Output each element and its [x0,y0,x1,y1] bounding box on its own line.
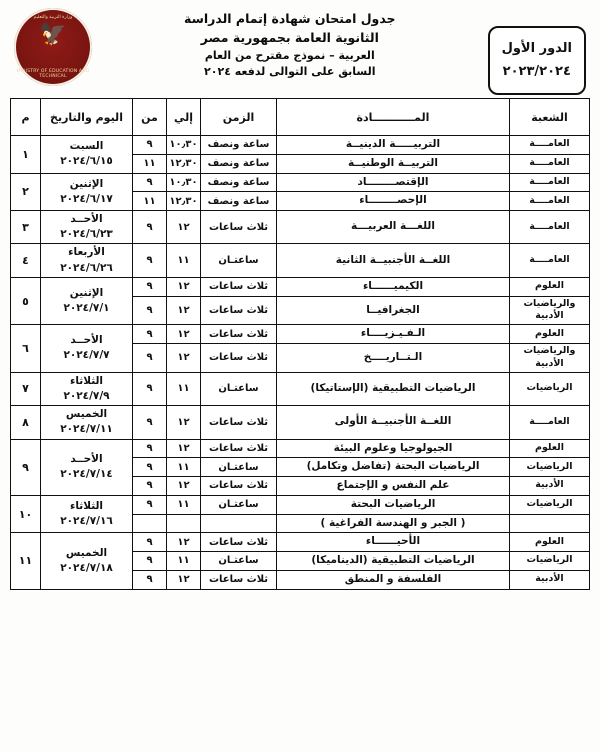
cell-section: الأدبية [510,477,590,496]
column-header-section: الشعبة [510,99,590,136]
day-name: الثلاثاء [69,499,104,512]
cell-start-time: ٩ [133,296,167,325]
cell-end-time: ١٢ [167,439,201,458]
cell-duration: ثلاث ساعات [201,277,277,296]
day-name: الثلاثاء [69,374,104,387]
cell-duration: ساعتـان [201,244,277,277]
cell-start-time: ٩ [133,277,167,296]
eagle-icon: 🦅 [39,22,67,47]
cell-section: العامــــة [510,406,590,439]
cell-section: العامــــة [510,244,590,277]
cell-subject: الإقتصــــــــاد [277,173,510,192]
cell-day-date [41,439,133,495]
cell-start-time: ٩ [133,372,167,405]
cell-row-number: ٢ [11,173,41,211]
cell-day-date [41,244,133,277]
exam-date: ٢٠٢٤/٦/١٥ [60,155,113,168]
cell-start-time: ٩ [133,495,167,514]
exam-date: ٢٠٢٤/٧/٧ [63,349,110,362]
cell-section: العامــــة [510,173,590,192]
emblem-bottom-text: MINISTRY OF EDUCATION AND TECHNICAL [16,68,90,80]
table-row [11,277,590,296]
exam-date: ٢٠٢٤/٧/١٨ [60,561,113,574]
title-line-3: العربية – نموذج مقترح من العام [204,48,375,62]
cell-subject: علم النفس و الإجتماع [277,477,510,496]
cell-row-number: ٧ [11,372,41,405]
cell-row-number: ٨ [11,406,41,439]
exam-date: ٢٠٢٤/٧/٩ [63,389,110,402]
cell-end-time: ١٢ [167,477,201,496]
cell-subject: ( الجبر و الهندسة الفراغية ) [277,514,510,533]
cell-section: والرياضيات الأدبية [510,344,590,373]
table-row [11,244,590,277]
cell-start-time: ١١ [133,192,167,211]
cell-subject: الرياضيات البحتة (تفاضل وتكامل) [277,458,510,477]
column-header-day: اليوم والتاريخ [41,99,133,136]
cell-start-time: ٩ [133,211,167,244]
cell-start-time [133,514,167,533]
table-header [11,99,590,136]
cell-duration: ساعتـان [201,495,277,514]
exam-date: ٢٠٢٤/٧/١ [63,302,110,315]
column-header-subject: المـــــــــــادة [277,99,510,136]
document-header [10,6,590,98]
exam-date: ٢٠٢٤/٦/١٧ [60,192,113,205]
cell-duration: ثلاث ساعات [201,211,277,244]
cell-duration: ثلاث ساعات [201,533,277,552]
cell-section: العلوم [510,439,590,458]
cell-duration: ثلاث ساعات [201,325,277,344]
cell-subject: اللغـــة العربيـــة [277,211,510,244]
cell-row-number: ١١ [11,533,41,589]
cell-start-time: ٩ [133,458,167,477]
cell-subject: اللغــة الأجنبيــة الثانية [277,244,510,277]
table-row [11,136,590,155]
exam-date: ٢٠٢٤/٧/١١ [60,423,113,436]
exam-date: ٢٠٢٤/٧/١٤ [60,468,113,481]
cell-subject: الـفـيـزيــــاء [277,325,510,344]
table-row [11,495,590,514]
round-label: الدور الأول [501,41,572,56]
cell-day-date [41,325,133,372]
cell-day-date [41,406,133,439]
day-name: السبت [69,140,104,153]
cell-end-time [167,514,201,533]
cell-start-time: ٩ [133,477,167,496]
cell-duration: ثلاث ساعات [201,570,277,589]
day-name: الخميس [65,408,108,421]
cell-end-time: ١٠٫٣٠ [167,173,201,192]
cell-row-number: ٤ [11,244,41,277]
exam-round-badge [488,26,586,95]
cell-subject: الرياضيات التطبيقية (الإستاتيكا) [277,372,510,405]
exam-schedule-table [10,98,590,590]
cell-end-time: ١٢ [167,570,201,589]
cell-subject: الفلسفة و المنطق [277,570,510,589]
ministry-emblem-icon [14,8,92,86]
cell-start-time: ٩ [133,570,167,589]
cell-section: الرياضيات [510,372,590,405]
cell-duration: ثلاث ساعات [201,406,277,439]
cell-duration: ثلاث ساعات [201,296,277,325]
cell-section: العلوم [510,277,590,296]
cell-duration: ثلاث ساعات [201,344,277,373]
cell-start-time: ٩ [133,173,167,192]
column-header-num: م [11,99,41,136]
cell-section: الرياضيات [510,458,590,477]
cell-row-number: ٥ [11,277,41,324]
cell-day-date [41,136,133,174]
cell-start-time: ١١ [133,154,167,173]
column-header-to: إلي [167,99,201,136]
cell-subject: الأحيــــــاء [277,533,510,552]
cell-end-time: ١٢ [167,296,201,325]
cell-section: العامــــة [510,192,590,211]
cell-duration: ساعتـان [201,372,277,405]
cell-day-date [41,372,133,405]
table-row [11,533,590,552]
cell-end-time: ١٢ [167,533,201,552]
cell-start-time: ٩ [133,244,167,277]
cell-end-time: ١١ [167,552,201,571]
cell-end-time: ١٢٫٣٠ [167,154,201,173]
cell-start-time: ٩ [133,439,167,458]
cell-end-time: ١١ [167,372,201,405]
cell-duration: ثلاث ساعات [201,439,277,458]
title-line-1: جدول امتحان شهادة إتمام الدراسة [184,11,396,26]
cell-row-number: ١ [11,136,41,174]
cell-day-date [41,211,133,244]
cell-end-time: ١٢ [167,344,201,373]
cell-duration: ساعة ونصف [201,173,277,192]
cell-start-time: ٩ [133,325,167,344]
day-name: الأحــد [70,452,103,465]
day-name: الخميس [65,546,108,559]
cell-duration: ثلاث ساعات [201,477,277,496]
cell-row-number: ٣ [11,211,41,244]
cell-section: الرياضيات [510,552,590,571]
cell-subject: الجيولوجيا وعلوم البيئة [277,439,510,458]
cell-subject: الإحصــــــــاء [277,192,510,211]
cell-row-number: ٩ [11,439,41,495]
cell-end-time: ١٢ [167,211,201,244]
cell-subject: الرياضيات التطبيقية (الديناميكا) [277,552,510,571]
cell-duration: ساعتـان [201,458,277,477]
exam-date: ٢٠٢٤/٧/١٦ [60,515,113,527]
day-name: الأربعاء [68,246,105,259]
day-name: الإثنين [69,177,104,190]
title-line-2: الثانوية العامة بجمهورية مصر [200,29,379,45]
cell-duration: ساعة ونصف [201,136,277,155]
cell-subject: اللغــة الأجنبيــة الأولى [277,406,510,439]
cell-section: العلوم [510,533,590,552]
cell-section: العامــــة [510,211,590,244]
cell-end-time: ١٢ [167,325,201,344]
cell-row-number: ١٠ [11,495,41,533]
emblem-top-text: وزارة التربية والتعليم [33,15,73,20]
cell-duration: ساعة ونصف [201,192,277,211]
cell-section: الرياضيات [510,495,590,514]
cell-subject: الجغرافيــا [277,296,510,325]
cell-section: العلوم [510,325,590,344]
cell-start-time: ٩ [133,552,167,571]
cell-start-time: ٩ [133,406,167,439]
cell-subject: التربيـــــة الدينيــة [277,136,510,155]
cell-day-date [41,495,133,533]
column-header-time: الزمن [201,99,277,136]
cell-subject: الـتــاريــــخ [277,344,510,373]
cell-duration [201,514,277,533]
table-header-row [11,99,590,136]
day-name: الأحــد [70,334,103,347]
cell-end-time: ١١ [167,495,201,514]
column-header-from: من [133,99,167,136]
cell-duration: ساعتـان [201,552,277,571]
table-row [11,211,590,244]
cell-day-date [41,173,133,211]
table-row [11,372,590,405]
cell-start-time: ٩ [133,136,167,155]
cell-end-time: ١٠٫٣٠ [167,136,201,155]
cell-day-date [41,277,133,324]
cell-end-time: ١٢ [167,277,201,296]
title-line-4: السابق على التوالى لدفعه ٢٠٢٤ [204,65,376,78]
cell-duration: ساعة ونصف [201,154,277,173]
day-name: الأحــد [70,213,103,225]
cell-start-time: ٩ [133,533,167,552]
cell-day-date [41,533,133,589]
cell-end-time: ١١ [167,458,201,477]
table-row [11,173,590,192]
cell-subject: التربيــة الوطنيــة [277,154,510,173]
cell-section [510,514,590,533]
cell-section: العامــــة [510,154,590,173]
table-row [11,439,590,458]
cell-end-time: ١٢٫٣٠ [167,192,201,211]
cell-end-time: ١١ [167,244,201,277]
cell-subject: الرياضيات البحتة [277,495,510,514]
exam-date: ٢٠٢٤/٦/٢٣ [60,228,113,241]
academic-year: ٢٠٢٣/٢٠٢٤ [502,64,571,80]
cell-subject: الكيميــــــاء [277,277,510,296]
table-row [11,406,590,439]
cell-end-time: ١٢ [167,406,201,439]
page-title [92,8,488,81]
cell-start-time: ٩ [133,344,167,373]
cell-section: والرياضيات الأدبية [510,296,590,325]
day-name: الإثنين [69,286,104,299]
exam-date: ٢٠٢٤/٦/٢٦ [60,261,113,274]
cell-section: العامــــة [510,136,590,155]
table-body [11,136,590,590]
cell-row-number: ٦ [11,325,41,372]
cell-section: الأدبية [510,570,590,589]
table-row [11,325,590,344]
